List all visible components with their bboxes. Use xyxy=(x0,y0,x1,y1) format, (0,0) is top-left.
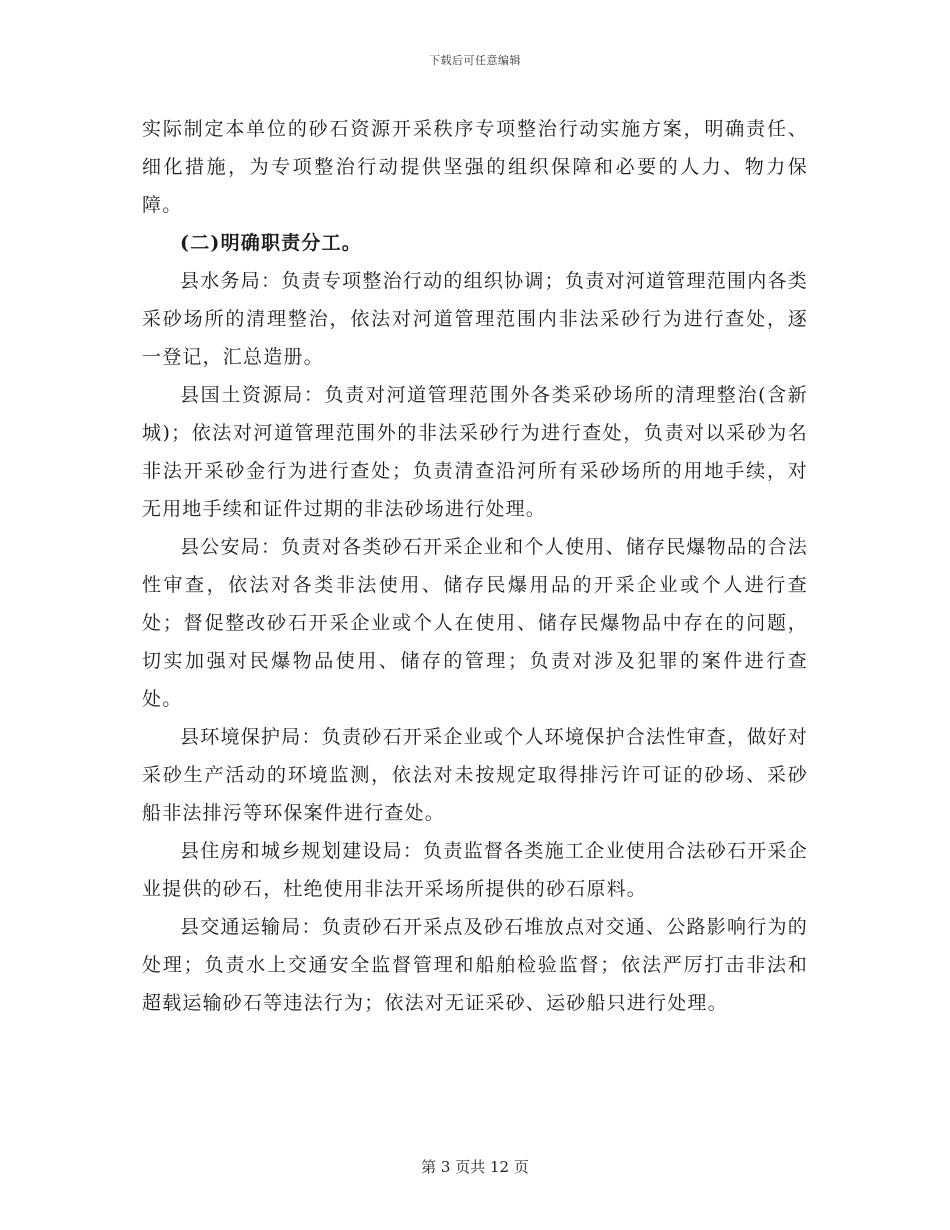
paragraph-housing-planning: 县住房和城乡规划建设局：负责监督各类施工企业使用合法砂石开采企业提供的砂石，杜绝使用非法开采场所提供的砂石原料。 xyxy=(142,840,808,900)
paragraph-water-affairs: 县水务局：负责专项整治行动的组织协调；负责对河道管理范围内各类采砂场所的清理整治，依法对河道管理范围内非法采砂行为进行查处，逐一登记，汇总造册。 xyxy=(142,270,808,368)
paragraph-environment: 县环境保护局：负责砂石开采企业或个人环境保护合法性审查，做好对采砂生产活动的环境监测，依法对未按规定取得排污许可证的砂场、采砂船非法排污等环保案件进行查处。 xyxy=(142,726,808,824)
paragraph-continuation: 实际制定本单位的砂石资源开采秩序专项整治行动实施方案，明确责任、细化措施，为专项整治行动提供坚强的组织保障和必要的人力、物力保障。 xyxy=(142,118,808,216)
document-body xyxy=(142,110,808,1022)
section-heading: (二)明确职责分工。 xyxy=(180,232,362,254)
page-footer: 第 3 页共 12 页 xyxy=(421,1158,529,1176)
paragraph-land-resources: 县国土资源局：负责对河道管理范围外各类采砂场所的清理整治(含新城)；依法对河道管理范围外的非法采砂行为进行查处，负责对以采砂为名非法开采砂金行为进行查处；负责清查沿河所有采砂场所的用地手续，对无用地手续和证件过期的非法砂场进行处理。 xyxy=(142,384,808,520)
paragraph-public-security: 县公安局：负责对各类砂石开采企业和个人使用、储存民爆物品的合法性审查，依法对各类非法使用、储存民爆用品的开采企业或个人进行查处；督促整改砂石开采企业或个人在使用、储存民爆物品中存在的问题，切实加强对民爆物品使用、储存的管理；负责对涉及犯罪的案件进行查处。 xyxy=(142,536,808,710)
paragraph-transportation: 县交通运输局：负责砂石开采点及砂石堆放点对交通、公路影响行为的处理；负责水上交通安全监督管理和船舶检验监督；依法严厉打击非法和超载运输砂石等违法行为；依法对无证采砂、运砂船只进行处理。 xyxy=(142,916,808,1014)
page-header: 下载后可任意编辑 xyxy=(429,54,521,67)
